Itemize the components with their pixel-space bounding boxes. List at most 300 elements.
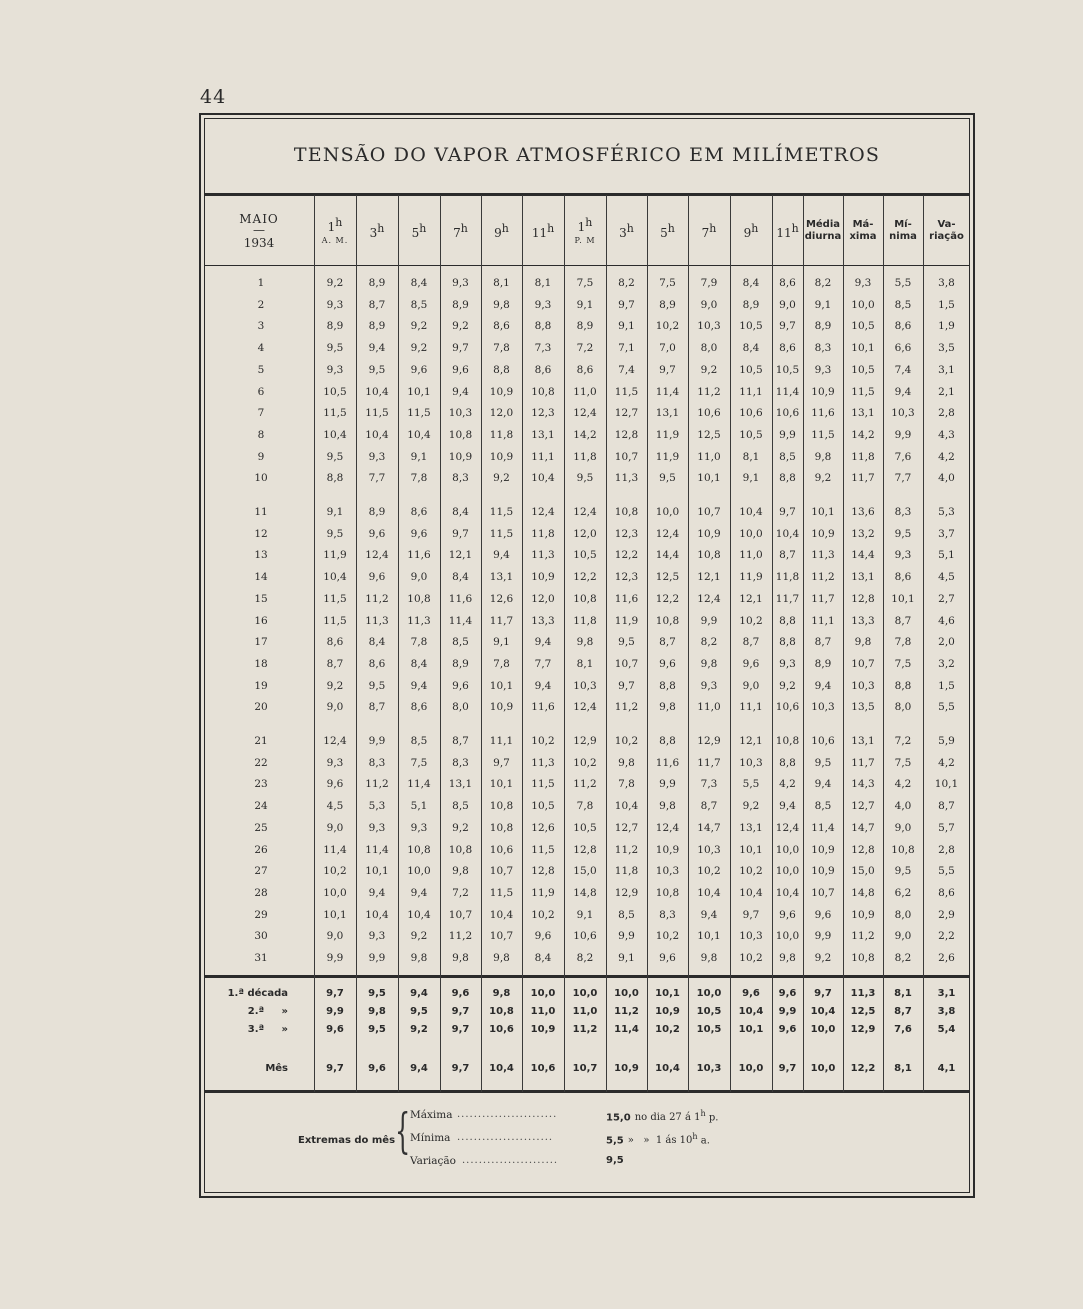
table-cell: 9,9 [618,930,635,943]
table-cell: 9,1 [576,908,594,921]
table-cell: 12,8 [531,865,555,878]
table-cell: 9,5 [326,527,344,540]
summary-cell: 12,9 [850,1024,876,1035]
table-cell: 9,9 [779,428,796,441]
table-cell: 8,7 [894,614,912,627]
table-cell: 10,8 [531,385,555,398]
table-cell: 13,1 [489,571,514,584]
extremes-value-tail: a. [697,1135,710,1147]
header-hour [564,196,606,266]
table-cell: 8,9 [368,277,386,289]
summary-cell: 11,4 [614,1024,639,1035]
table-cell: 11,5 [531,843,555,856]
table-cell: 10,5 [739,363,763,376]
header-stat-line2: nima [889,231,917,242]
table-cell: 9,6 [742,657,760,670]
table-cell: 7,5 [576,277,594,289]
table-cell: 11,5 [489,886,514,899]
extremes-value-number: 9,5 [606,1155,624,1166]
day-number: 16 [254,614,268,627]
table-cell: 9,0 [700,298,718,311]
day-number: 22 [254,756,268,769]
table-cell: 10,5 [573,821,597,834]
summary-cell: 9,8 [368,1006,386,1017]
table-cell: 11,1 [739,385,763,398]
table-cell: 11,3 [407,614,431,627]
table-cell: 8,6 [576,363,594,376]
table-cell: 8,9 [452,298,469,311]
table-cell: 9,2 [779,679,796,692]
table-cell: 9,3 [410,821,428,834]
table-cell: 10,9 [448,450,473,463]
table-cell: 9,3 [368,930,386,943]
table-cell: 9,4 [410,886,428,899]
table-cell: 9,2 [493,472,510,485]
table-cell: 9,3 [368,450,386,463]
table-cell: 11,0 [697,450,721,463]
table-cell: 9,3 [368,821,386,834]
table-cell: 11,1 [531,450,555,463]
table-cell: 8,1 [493,277,510,289]
table-cell: 8,3 [894,506,912,518]
table-cell: 5,3 [368,800,386,813]
day-number: 9 [257,450,265,463]
table-cell: 10,4 [407,428,431,441]
table-cell: 9,2 [742,800,760,813]
summary-cell: 9,5 [410,1006,428,1017]
header-hour [440,196,481,266]
day-number: 6 [257,385,265,398]
summary-cell: 11,2 [614,1006,639,1017]
table-cell: 10,0 [775,930,800,943]
header-hour-sup: h [419,221,427,235]
summary-label: Mês [265,1063,288,1074]
summary-cell: 9,6 [742,988,760,999]
day-number: 24 [254,800,268,813]
table-cell: 12,2 [573,571,597,584]
table-cell: 8,2 [894,952,912,964]
table-cell: 8,1 [576,657,594,670]
table-cell: 11,8 [851,450,875,463]
header-hour [772,196,803,266]
summary-cell: 10,0 [614,988,639,999]
table-cell: 9,4 [814,679,832,692]
day-number: 4 [257,342,265,355]
table-cell: 9,8 [452,952,469,964]
table-cell: 10,6 [697,407,721,420]
summary-cell: 10,2 [655,1024,680,1035]
table-cell: 9,9 [700,614,718,627]
table-cell: 2,7 [938,592,955,605]
header-hour-number: 3 [369,225,378,240]
table-cell: 10,8 [489,800,514,813]
header-hour-value [370,222,385,240]
table-cell: 8,8 [779,472,796,485]
table-cell: 14,7 [697,821,721,834]
table-cell: 9,9 [368,735,386,747]
header-stat-line1: Va- [937,218,956,230]
table-cell: 10,3 [448,407,473,420]
table-cell: 10,4 [323,571,347,584]
table-cell: 9,3 [894,549,912,562]
table-cell: 9,2 [410,930,428,943]
table-cell: 10,8 [489,821,514,834]
table-cell: 8,8 [659,735,676,747]
header-stat [923,196,970,266]
table-cell: 2,9 [938,908,955,921]
table-cell: 8,6 [368,657,386,670]
table-cell: 12,4 [573,701,597,714]
table-cell: 10,4 [531,472,555,485]
day-number: 13 [254,549,268,562]
table-cell: 9,1 [814,298,832,311]
table-cell: 7,1 [618,342,635,355]
table-cell: 7,5 [894,657,912,670]
summary-cell: 8,1 [894,988,912,999]
table-cell: 8,8 [779,614,796,627]
table-cell: 10,2 [614,735,639,747]
table-cell: 9,8 [493,298,510,311]
table-cell: 12,4 [323,735,347,747]
table-cell: 12,1 [739,592,763,605]
summary-cell: 9,2 [410,1024,428,1035]
header-hour-sup: h [377,221,385,235]
day-number: 12 [254,527,268,540]
summary-cell: 7,6 [894,1024,912,1035]
table-cell: 10,4 [489,908,514,921]
day-number: 18 [254,657,268,670]
table-cell: 10,1 [891,592,915,605]
extremes-item-name: Variação [410,1155,456,1167]
table-cell: 9,3 [534,298,552,311]
table-cell: 7,8 [894,636,912,649]
table-cell: 10,9 [811,385,835,398]
table-cell: 11,2 [365,778,389,791]
table-cell: 8,2 [576,952,594,964]
table-cell: 11,9 [323,549,347,562]
table-cell: 8,8 [493,363,510,376]
table-cell: 8,5 [452,800,469,813]
table-cell: 11,5 [811,428,835,441]
table-cell: 10,8 [775,735,800,747]
table-cell: 13,3 [851,614,875,627]
summary-cell: 10,9 [614,1063,639,1074]
header-hour-value [532,222,554,240]
table-cell: 10,8 [573,592,597,605]
summary-cell: 9,6 [326,1024,344,1035]
table-cell: 9,4 [452,385,469,398]
summary-cell: 10,6 [489,1024,514,1035]
table-cell: 8,6 [938,886,955,899]
table-cell: 7,8 [493,657,510,670]
table-cell: 10,7 [489,865,514,878]
table-cell: 8,6 [894,571,912,584]
table-cell: 5,5 [938,865,955,878]
day-number: 19 [254,679,268,692]
table-cell: 2,2 [938,930,955,943]
table-cell: 10,0 [323,886,347,899]
table-cell: 8,7 [368,701,386,714]
table-cell: 12,1 [739,735,763,747]
table-cell: 12,4 [573,506,597,518]
table-cell: 8,7 [326,657,344,670]
table-cell: 14,2 [573,428,597,441]
table-cell: 7,5 [659,277,676,289]
table-cell: 10,1 [851,342,875,355]
table-cell: 13,1 [448,778,473,791]
table-cell: 10,8 [655,614,680,627]
header-hour-number: 1 [327,220,336,234]
table-cell: 10,8 [851,952,875,964]
table-cell: 9,3 [326,756,344,769]
table-cell: 10,1 [407,385,431,398]
table-cell: 12,4 [365,549,389,562]
table-cell: 10,3 [697,843,721,856]
table-cell: 11,0 [739,549,763,562]
table-cell: 14,7 [851,821,875,834]
table-cell: 8,7 [814,636,832,649]
table-cell: 10,4 [739,886,763,899]
table-cell: 12,7 [851,800,875,813]
table-cell: 10,9 [811,865,835,878]
table-cell: 11,6 [448,592,473,605]
table-cell: 10,5 [775,363,800,376]
table-cell: 10,2 [739,952,763,964]
table-cell: 12,4 [655,821,680,834]
table-cell: 11,8 [775,571,800,584]
table-cell: 10,7 [448,908,473,921]
summary-cell: 9,7 [778,1063,797,1074]
summary-cell: 9,7 [451,1063,470,1074]
summary-cell: 9,7 [451,1024,470,1035]
header-hour-number: 9 [743,225,752,240]
table-cell: 9,2 [326,679,344,692]
table-cell: 10,8 [407,592,431,605]
extremes-item-value [606,1132,710,1146]
table-cell: 8,7 [659,636,676,649]
table-cell: 7,0 [659,342,676,355]
table-cell: 10,9 [489,450,514,463]
header-hour-value [494,222,509,240]
table-cell: 11,5 [489,506,514,518]
table-cell: 8,3 [452,472,469,485]
table-cell: 9,3 [452,277,469,289]
table-cell: 9,0 [894,930,912,943]
table-cell: 11,3 [531,756,555,769]
table-cell: 9,6 [659,952,676,964]
table-cell: 8,5 [410,735,428,747]
day-number: 1 [257,277,265,289]
day-number: 28 [254,886,268,899]
table-cell: 8,6 [779,342,796,355]
header-hour-value [619,222,634,240]
table-cell: 4,0 [938,472,955,485]
table-cell: 6,2 [894,886,912,899]
table-cell: 8,6 [779,277,796,289]
table-cell: 9,6 [452,679,469,692]
summary-cell: 9,9 [326,1006,344,1017]
table-cell: 8,5 [779,450,796,463]
header-stat-line1: Mí- [894,218,912,230]
table-cell: 10,9 [655,843,680,856]
table-cell: 9,5 [618,636,635,649]
summary-cell: 9,6 [368,1063,386,1074]
table-cell: 9,7 [618,679,635,692]
table-cell: 11,0 [573,385,597,398]
extremes-value-number: 15,0 [606,1112,631,1124]
table-cell: 9,8 [779,952,796,964]
table-cell: 14,8 [851,886,875,899]
header-hour-sup: h [751,221,759,235]
extremes-item-dots: ....................... [457,1132,554,1143]
table-cell: 11,7 [811,592,835,605]
table-cell: 8,8 [534,320,552,333]
table-cell: 7,2 [894,735,912,747]
table-cell: 11,8 [531,527,555,540]
table-cell: 11,1 [811,614,835,627]
table-cell: 10,2 [573,756,597,769]
table-cell: 7,4 [894,363,912,376]
table-cell: 8,6 [534,363,552,376]
header-month [204,196,314,266]
table-cell: 9,7 [452,342,469,355]
table-cell: 12,4 [655,527,680,540]
summary-cell: 10,5 [696,1006,722,1017]
table-cell: 11,8 [573,614,597,627]
table-cell: 5,7 [938,821,955,834]
table-cell: 10,1 [934,778,959,791]
summary-cell: 10,4 [489,1063,514,1074]
table-cell: 10,5 [739,428,763,441]
table-cell: 4,2 [938,450,955,463]
table-cell: 13,2 [851,527,875,540]
table-cell: 10,2 [655,930,680,943]
table-cell: 11,2 [811,571,835,584]
table-cell: 10,1 [811,506,835,518]
table-cell: 8,5 [894,298,912,311]
summary-label: 3.ª » [247,1024,288,1035]
table-cell: 9,8 [700,657,718,670]
extremes-item-value [606,1109,718,1123]
summary-cell: 10,3 [696,1063,722,1074]
table-cell: 9,8 [493,952,510,964]
table-cell: 11,7 [851,756,875,769]
table-cell: 11,7 [697,756,721,769]
table-cell: 9,4 [410,679,428,692]
summary-cell: 11,0 [530,1006,556,1017]
table-cell: 9,5 [894,527,912,540]
table-cell: 12,5 [697,428,721,441]
table-cell: 9,5 [326,450,344,463]
table-cell: 13,1 [851,735,875,747]
extremes-value-text: » » 1 ás 10 [627,1135,693,1147]
table-cell: 10,1 [697,930,721,943]
table-cell: 11,8 [489,428,514,441]
summary-cell: 10,4 [810,1006,836,1017]
header-hour [522,196,564,266]
table-cell: 13,3 [531,614,555,627]
table-cell: 8,7 [368,298,386,311]
header-hour-value [660,222,675,240]
header-hour [356,196,398,266]
table-cell: 9,4 [779,800,796,813]
table-cell: 10,6 [775,701,800,714]
table-cell: 12,9 [573,735,597,747]
header-hour-value [412,222,427,240]
table-cell: 11,2 [851,930,875,943]
summary-separator [204,975,970,978]
table-cell: 12,1 [697,571,721,584]
table-cell: 9,8 [618,756,635,769]
table-cell: 8,9 [576,320,594,333]
table-cell: 9,2 [410,320,428,333]
table-cell: 9,6 [410,363,428,376]
table-cell: 10,1 [365,865,389,878]
extremes-item-value [606,1155,624,1166]
header-stat [803,196,843,266]
table-cell: 10,4 [323,428,347,441]
table-cell: 13,1 [851,407,875,420]
table-cell: 9,1 [576,298,594,311]
table-cell: 11,9 [655,450,680,463]
table-cell: 9,4 [894,385,912,398]
table-cell: 5,1 [938,549,955,562]
table-cell: 8,9 [368,320,386,333]
header-hour [730,196,772,266]
header-hour-sup: h [667,221,675,235]
table-cell: 10,3 [739,756,763,769]
table-cell: 9,6 [410,527,428,540]
table-cell: 11,3 [811,549,835,562]
day-number: 23 [254,778,268,791]
table-cell: 10,2 [655,320,680,333]
table-cell: 9,7 [618,298,635,311]
table-cell: 10,9 [811,843,835,856]
table-cell: 12,0 [573,527,597,540]
header-hour-period: P. M [574,236,596,246]
table-cell: 11,7 [851,472,875,485]
summary-cell: 9,7 [326,1063,344,1074]
table-cell: 10,3 [573,679,597,692]
table-cell: 12,8 [573,843,597,856]
table-cell: 5,3 [938,506,955,518]
header-hour-sup: h [709,221,717,235]
table-cell: 10,0 [655,506,680,518]
table-cell: 9,0 [742,679,760,692]
table-cell: 7,3 [700,778,718,791]
table-cell: 6,6 [894,342,912,355]
table-cell: 9,6 [452,363,469,376]
table-cell: 12,8 [851,843,875,856]
table-cell: 13,1 [655,407,680,420]
table-cell: 9,8 [452,865,469,878]
table-cell: 8,5 [410,298,428,311]
table-cell: 8,9 [452,657,469,670]
table-cell: 9,1 [618,320,635,333]
table-cell: 10,0 [775,843,800,856]
header-hour [606,196,647,266]
table-cell: 7,5 [410,756,428,769]
table-cell: 9,8 [576,636,594,649]
table-cell: 10,2 [531,908,555,921]
day-number: 17 [254,636,268,649]
table-cell: 8,9 [326,320,344,333]
header-month-dash: — [253,223,265,238]
table-cell: 8,4 [410,277,428,289]
table-cell: 9,7 [493,756,510,769]
table-cell: 9,6 [534,930,552,943]
summary-cell: 5,4 [937,1024,956,1035]
